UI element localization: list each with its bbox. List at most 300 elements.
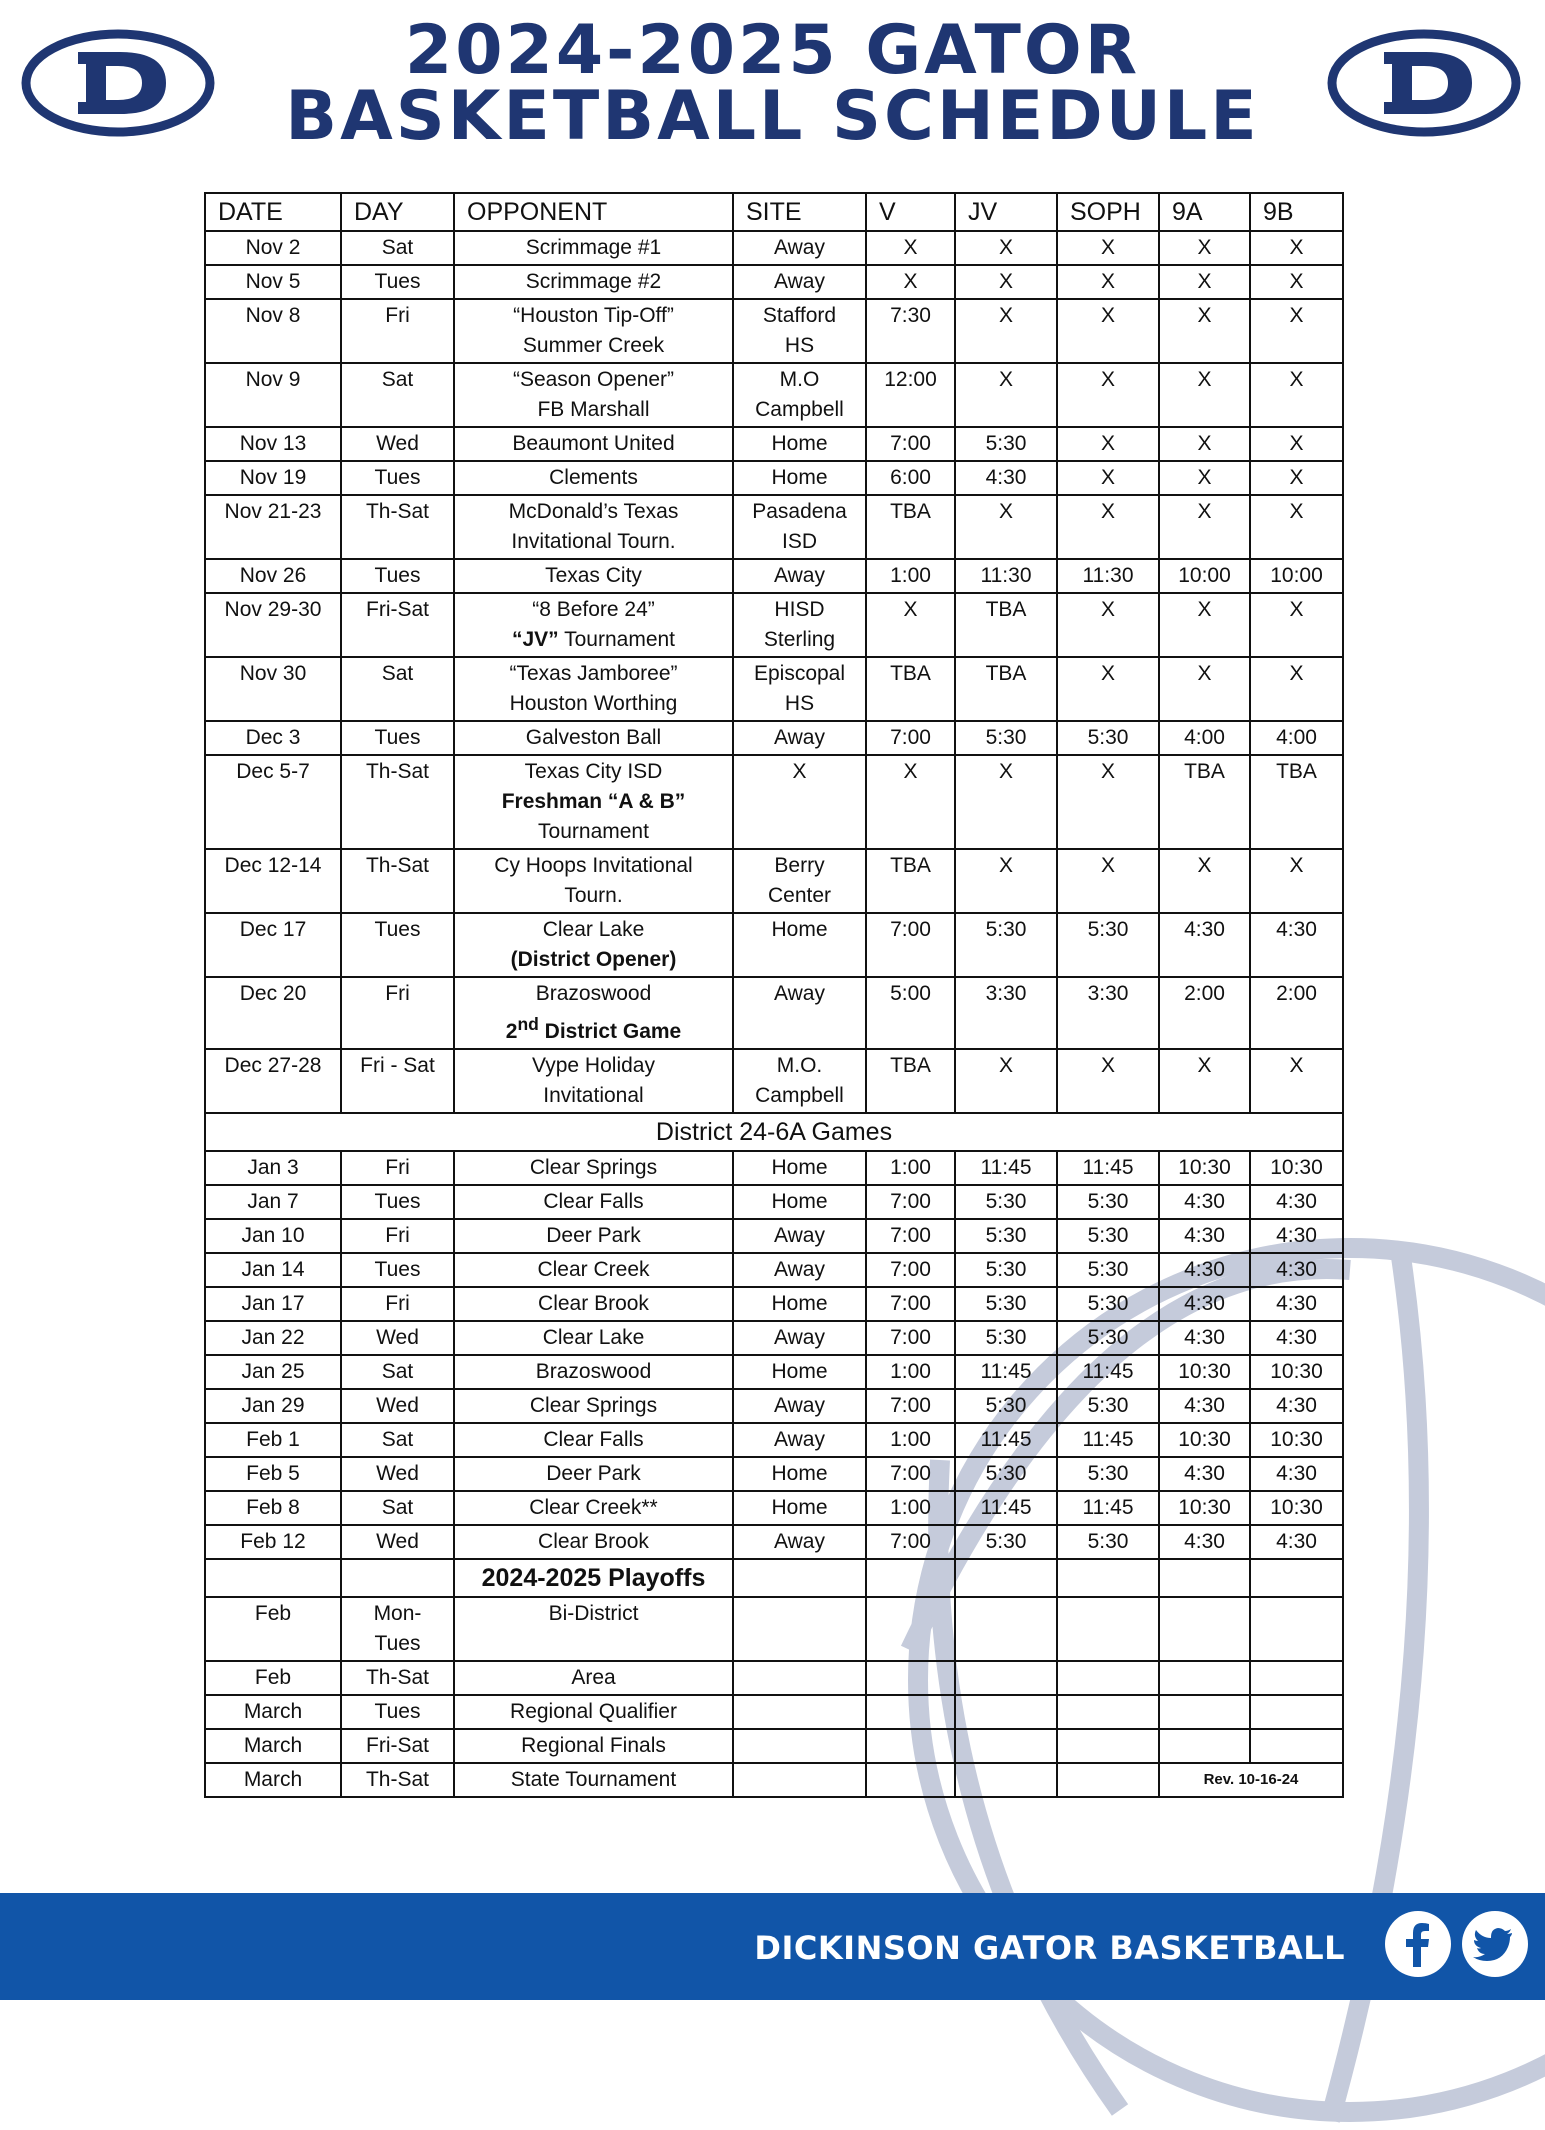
table-row — [205, 1389, 1343, 1423]
a9-time: 10:30 — [1178, 1428, 1231, 1451]
opponent-cell — [454, 1661, 733, 1695]
date-cell — [205, 1457, 341, 1491]
a9-time-cell — [1159, 1355, 1250, 1389]
soph-time-cell — [1057, 363, 1159, 427]
opponent-text: Clear Creek — [537, 1258, 650, 1281]
jv-time-cell — [955, 427, 1057, 461]
day-cell — [341, 1355, 454, 1389]
b9-time-cell — [1250, 913, 1343, 977]
soph-time-cell — [1057, 559, 1159, 593]
table-row — [205, 1695, 1343, 1729]
day-cell — [341, 1389, 454, 1423]
v-time: 5:00 — [890, 982, 931, 1005]
date-text: Feb 5 — [246, 1462, 300, 1485]
site-text: Home — [771, 918, 828, 941]
facebook-icon[interactable] — [1385, 1911, 1451, 1977]
opponent-text: “Texas Jamboree” — [509, 662, 678, 685]
opponent-text: Clear Brook — [538, 1530, 649, 1553]
jv-time-cell — [955, 1661, 1057, 1695]
v-time-cell — [866, 1491, 955, 1525]
day-text: Sat — [381, 1496, 414, 1519]
site-text: Stafford — [762, 304, 837, 327]
site-cell — [733, 495, 866, 559]
soph-time: 11:45 — [1082, 1496, 1134, 1519]
b9-time: X — [1289, 598, 1304, 621]
a9-time-cell — [1159, 495, 1250, 559]
day-cell — [341, 849, 454, 913]
b9-time-cell — [1250, 461, 1343, 495]
jv-time-cell — [955, 1491, 1057, 1525]
a9-time: X — [1197, 368, 1212, 391]
site-cell — [733, 265, 866, 299]
a9-time: TBA — [1184, 760, 1225, 783]
b9-time: X — [1289, 368, 1304, 391]
date-text: Dec 20 — [239, 982, 307, 1005]
a9-time-cell — [1159, 849, 1250, 913]
v-time: 1:00 — [890, 1360, 931, 1383]
soph-time-cell — [1057, 977, 1159, 1049]
b9-time: 4:30 — [1276, 1462, 1317, 1485]
date-cell — [205, 1185, 341, 1219]
a9-time: 4:30 — [1184, 1462, 1225, 1485]
date-text: Feb — [254, 1666, 292, 1689]
soph-time: X — [1100, 270, 1115, 293]
table-row — [205, 1661, 1343, 1695]
v-time: 7:00 — [890, 432, 931, 455]
v-time: 7:00 — [890, 918, 931, 941]
site-cell — [733, 231, 866, 265]
jv-time-cell — [955, 461, 1057, 495]
a9-time-cell — [1159, 1287, 1250, 1321]
jv-time-cell — [955, 1185, 1057, 1219]
jv-time: TBA — [985, 662, 1027, 685]
v-time: 6:00 — [890, 466, 931, 489]
site-cell — [733, 1355, 866, 1389]
b9-time-cell — [1250, 1491, 1343, 1525]
col-9b: 9B — [1250, 193, 1343, 231]
opponent-text: Brazoswood — [535, 982, 652, 1005]
v-time-cell — [866, 1185, 955, 1219]
day-cell — [341, 231, 454, 265]
jv-time: 11:45 — [980, 1428, 1032, 1451]
soph-time-cell — [1057, 265, 1159, 299]
dickinson-d-logo — [1326, 28, 1522, 138]
date-cell — [205, 1049, 341, 1113]
soph-time-cell — [1057, 1389, 1159, 1423]
opponent-cell — [454, 231, 733, 265]
v-time-cell — [866, 1525, 955, 1559]
soph-time: 5:30 — [1087, 1224, 1129, 1247]
v-time-cell — [866, 363, 955, 427]
table-row — [205, 1219, 1343, 1253]
soph-time-cell — [1057, 593, 1159, 657]
v-time: 7:00 — [890, 1292, 931, 1315]
b9-time-cell — [1250, 495, 1343, 559]
b9-time-cell — [1250, 977, 1343, 1049]
opponent-cell — [454, 593, 733, 657]
v-time-cell — [866, 265, 955, 299]
soph-time-cell — [1057, 1695, 1159, 1729]
jv-time-cell — [955, 1763, 1057, 1797]
site-text: Away — [774, 564, 825, 587]
b9-time-cell — [1250, 1695, 1343, 1729]
soph-time: 5:30 — [1087, 1462, 1129, 1485]
jv-time-cell — [955, 755, 1057, 849]
day-cell — [341, 1151, 454, 1185]
b9-time: 4:30 — [1276, 1394, 1317, 1417]
day-cell — [341, 1423, 454, 1457]
a9-time-cell — [1159, 427, 1250, 461]
b9-time: TBA — [1276, 760, 1317, 783]
day-text: Sat — [381, 662, 414, 685]
day-text: Wed — [376, 1462, 419, 1485]
table-row — [205, 1287, 1343, 1321]
playoffs-section — [205, 1559, 1343, 1597]
soph-time-cell — [1057, 1151, 1159, 1185]
opponent-cell — [454, 913, 733, 977]
site-text: Away — [774, 1428, 825, 1451]
site-text: Home — [771, 1156, 828, 1179]
b9-time: 4:30 — [1276, 1292, 1317, 1315]
a9-time-cell — [1159, 1151, 1250, 1185]
soph-time: 5:30 — [1087, 1190, 1129, 1213]
site-text: Pasadena — [752, 500, 847, 523]
opponent-text-2: Houston Worthing — [509, 692, 678, 715]
site-text: M.O. — [776, 1054, 823, 1077]
date-cell — [205, 299, 341, 363]
soph-time-cell — [1057, 231, 1159, 265]
district-rows — [205, 1151, 1343, 1559]
soph-time-cell — [1057, 427, 1159, 461]
b9-time-cell — [1250, 1321, 1343, 1355]
a9-time-cell — [1159, 755, 1250, 849]
soph-time: X — [1100, 500, 1115, 523]
table-row — [205, 1457, 1343, 1491]
b9-time-cell — [1250, 427, 1343, 461]
v-time: 1:00 — [890, 1496, 931, 1519]
jv-time: X — [998, 854, 1013, 877]
v-time-cell — [866, 721, 955, 755]
table-row — [205, 593, 1343, 657]
day-text: Fri — [385, 1292, 410, 1315]
b9-time-cell — [1250, 1389, 1343, 1423]
jv-time-cell — [955, 1049, 1057, 1113]
site-text: Home — [771, 432, 828, 455]
b9-time-cell — [1250, 755, 1343, 849]
soph-time-cell — [1057, 1185, 1159, 1219]
a9-time: 10:30 — [1178, 1496, 1231, 1519]
day-text: Sat — [381, 236, 414, 259]
a9-time: 4:30 — [1184, 1190, 1225, 1213]
a9-time-cell — [1159, 977, 1250, 1049]
v-time: X — [903, 236, 918, 259]
col-jv: JV — [955, 193, 1057, 231]
a9-time: 4:30 — [1184, 1224, 1225, 1247]
table-row — [205, 1185, 1343, 1219]
b9-time: 4:00 — [1276, 726, 1317, 749]
opponent-cell — [454, 1457, 733, 1491]
table-row — [205, 1253, 1343, 1287]
v-time: 7:00 — [890, 726, 931, 749]
soph-time-cell — [1057, 1661, 1159, 1695]
soph-time: X — [1100, 368, 1115, 391]
v-time: 7:30 — [890, 304, 931, 327]
b9-time: 10:30 — [1270, 1360, 1323, 1383]
opponent-cell — [454, 1423, 733, 1457]
a9-time: 4:30 — [1184, 1292, 1225, 1315]
date-cell — [205, 363, 341, 427]
date-text: Jan 25 — [241, 1360, 305, 1383]
table-row — [205, 461, 1343, 495]
day-cell — [341, 1525, 454, 1559]
opponent-cell — [454, 849, 733, 913]
table-row — [205, 299, 1343, 363]
jv-time: 5:30 — [985, 726, 1027, 749]
site-text-2: Center — [767, 884, 832, 907]
opponent-cell — [454, 495, 733, 559]
soph-time: X — [1100, 1054, 1115, 1077]
b9-time-cell — [1250, 1355, 1343, 1389]
soph-time: X — [1100, 236, 1115, 259]
site-cell — [733, 1763, 866, 1797]
opponent-text-2: Invitational Tourn. — [511, 530, 676, 553]
opponent-text: Texas City ISD — [524, 760, 663, 783]
b9-time-cell — [1250, 849, 1343, 913]
site-text: Away — [774, 236, 825, 259]
jv-time-cell — [955, 1695, 1057, 1729]
v-time-cell — [866, 1661, 955, 1695]
footer-bar — [0, 1893, 1545, 2000]
soph-time-cell — [1057, 1287, 1159, 1321]
date-cell — [205, 1525, 341, 1559]
site-text-2: ISD — [781, 530, 817, 553]
day-cell — [341, 1661, 454, 1695]
a9-time-cell — [1159, 1389, 1250, 1423]
opponent-text: McDonald’s Texas — [508, 500, 679, 523]
site-cell — [733, 1729, 866, 1763]
soph-time: 5:30 — [1087, 918, 1129, 941]
b9-time-cell — [1250, 721, 1343, 755]
day-cell — [341, 1695, 454, 1729]
soph-time-cell — [1057, 1253, 1159, 1287]
a9-time-cell — [1159, 1457, 1250, 1491]
opponent-text: Deer Park — [546, 1224, 641, 1247]
opponent-text: Clear Lake — [542, 1326, 645, 1349]
date-text: Jan 14 — [241, 1258, 305, 1281]
day-text: Th-Sat — [365, 854, 430, 877]
site-text: M.O — [779, 368, 820, 391]
v-time: 7:00 — [890, 1190, 931, 1213]
site-cell — [733, 427, 866, 461]
v-time-cell — [866, 1763, 955, 1797]
site-text: Away — [774, 1530, 825, 1553]
day-cell — [341, 977, 454, 1049]
day-text: Tues — [374, 466, 421, 489]
day-cell — [341, 1049, 454, 1113]
date-cell — [205, 593, 341, 657]
v-time: 7:00 — [890, 1394, 931, 1417]
opponent-cell — [454, 1597, 733, 1661]
v-time-cell — [866, 657, 955, 721]
table-row — [205, 1049, 1343, 1113]
day-text: Fri — [385, 1156, 410, 1179]
date-cell — [205, 1389, 341, 1423]
a9-time: X — [1197, 598, 1212, 621]
day-text: Tues — [374, 564, 421, 587]
twitter-icon[interactable] — [1462, 1911, 1528, 1977]
v-time-cell — [866, 913, 955, 977]
day-cell — [341, 913, 454, 977]
day-text: Fri - Sat — [360, 1054, 435, 1077]
soph-time-cell — [1057, 1355, 1159, 1389]
day-text-2: Tues — [374, 1632, 421, 1655]
day-text: Th-Sat — [365, 1666, 430, 1689]
day-text: Tues — [374, 726, 421, 749]
date-text: Jan 7 — [247, 1190, 299, 1213]
soph-time-cell — [1057, 299, 1159, 363]
soph-time: X — [1100, 662, 1115, 685]
date-cell — [205, 1729, 341, 1763]
day-cell — [341, 657, 454, 721]
site-cell — [733, 1389, 866, 1423]
site-text: Episcopal — [753, 662, 846, 685]
a9-time-cell — [1159, 1525, 1250, 1559]
b9-time: X — [1289, 270, 1304, 293]
date-cell — [205, 913, 341, 977]
b9-time-cell — [1250, 1597, 1343, 1661]
date-text: Nov 8 — [245, 304, 301, 327]
date-text: Dec 17 — [239, 918, 307, 941]
jv-time-cell — [955, 1253, 1057, 1287]
opponent-cell — [454, 657, 733, 721]
table-row — [205, 721, 1343, 755]
a9-time-cell — [1159, 1729, 1250, 1763]
a9-time: 10:30 — [1178, 1360, 1231, 1383]
opponent-cell — [454, 1695, 733, 1729]
v-time-cell — [866, 977, 955, 1049]
opponent-cell — [454, 265, 733, 299]
opponent-text: Clear Brook — [538, 1292, 649, 1315]
ordinal-suffix: nd — [517, 1014, 539, 1034]
day-cell — [341, 1253, 454, 1287]
day-text: Fri — [385, 304, 410, 327]
dickinson-d-logo — [20, 28, 216, 138]
b9-time: X — [1289, 466, 1304, 489]
jv-time-cell — [955, 1219, 1057, 1253]
table-header-row — [205, 193, 1343, 231]
v-time: 1:00 — [890, 564, 931, 587]
opponent-cell — [454, 1185, 733, 1219]
soph-time: X — [1100, 304, 1115, 327]
a9-time-cell — [1159, 363, 1250, 427]
jv-time-cell — [955, 913, 1057, 977]
opponent-text: Scrimmage #2 — [525, 270, 662, 293]
v-time: X — [903, 598, 918, 621]
opponent-text: Clements — [549, 466, 638, 489]
page-title — [230, 11, 1315, 156]
a9-time: X — [1197, 236, 1212, 259]
site-cell — [733, 1219, 866, 1253]
day-text: Tues — [374, 270, 421, 293]
day-cell — [341, 1287, 454, 1321]
jv-time-cell — [955, 657, 1057, 721]
site-text-2: HS — [784, 334, 815, 357]
jv-time-cell — [955, 1597, 1057, 1661]
day-cell — [341, 1597, 454, 1661]
day-cell — [341, 1729, 454, 1763]
v-time: TBA — [890, 662, 931, 685]
soph-time: 5:30 — [1087, 1258, 1129, 1281]
date-text: Feb — [254, 1602, 292, 1625]
soph-time: 11:45 — [1082, 1428, 1134, 1451]
site-cell — [733, 1321, 866, 1355]
date-cell — [205, 231, 341, 265]
a9-time: X — [1197, 432, 1212, 455]
district-heading: District 24-6A Games — [205, 1113, 1343, 1151]
site-cell — [733, 299, 866, 363]
col-date: DATE — [205, 193, 341, 231]
table-row — [205, 913, 1343, 977]
opponent-text: “Houston Tip-Off” — [513, 304, 674, 327]
district-section — [205, 1113, 1343, 1151]
table-row — [205, 427, 1343, 461]
date-text: Jan 29 — [241, 1394, 305, 1417]
a9-time: 4:30 — [1184, 1530, 1225, 1553]
soph-time-cell — [1057, 721, 1159, 755]
site-text: X — [792, 760, 807, 783]
col-9a: 9A — [1159, 193, 1250, 231]
b9-time: 4:30 — [1276, 1326, 1317, 1349]
date-cell — [205, 1661, 341, 1695]
site-cell — [733, 1185, 866, 1219]
b9-time: X — [1289, 304, 1304, 327]
jv-time: X — [998, 500, 1013, 523]
opponent-text-3: Tournament — [538, 820, 649, 843]
jv-time: 5:30 — [985, 1190, 1027, 1213]
day-text: Th-Sat — [365, 500, 430, 523]
a9-time-cell — [1159, 1253, 1250, 1287]
table-row — [205, 977, 1343, 1049]
site-cell — [733, 1525, 866, 1559]
col-site: SITE — [733, 193, 866, 231]
date-cell — [205, 1321, 341, 1355]
date-text: Dec 12-14 — [224, 854, 322, 877]
jv-time: TBA — [985, 598, 1027, 621]
schedule-table — [204, 192, 1344, 1798]
day-cell — [341, 559, 454, 593]
soph-time-cell — [1057, 461, 1159, 495]
site-text-2: Sterling — [763, 628, 836, 651]
v-time-cell — [866, 1695, 955, 1729]
opponent-rest: District Game — [538, 1020, 682, 1043]
b9-time-cell — [1250, 1729, 1343, 1763]
v-time-cell — [866, 1151, 955, 1185]
jv-time: 5:30 — [985, 1462, 1027, 1485]
b9-time: 4:30 — [1276, 1224, 1317, 1247]
jv-time: X — [998, 760, 1013, 783]
day-text: Fri — [385, 982, 410, 1005]
b9-time-cell — [1250, 1661, 1343, 1695]
soph-time: 5:30 — [1087, 726, 1129, 749]
date-cell — [205, 427, 341, 461]
v-time: 7:00 — [890, 1462, 931, 1485]
day-text: Fri — [385, 1224, 410, 1247]
site-cell — [733, 755, 866, 849]
b9-time-cell — [1250, 1219, 1343, 1253]
jv-time-cell — [955, 593, 1057, 657]
a9-time-cell — [1159, 1491, 1250, 1525]
v-time-cell — [866, 1049, 955, 1113]
